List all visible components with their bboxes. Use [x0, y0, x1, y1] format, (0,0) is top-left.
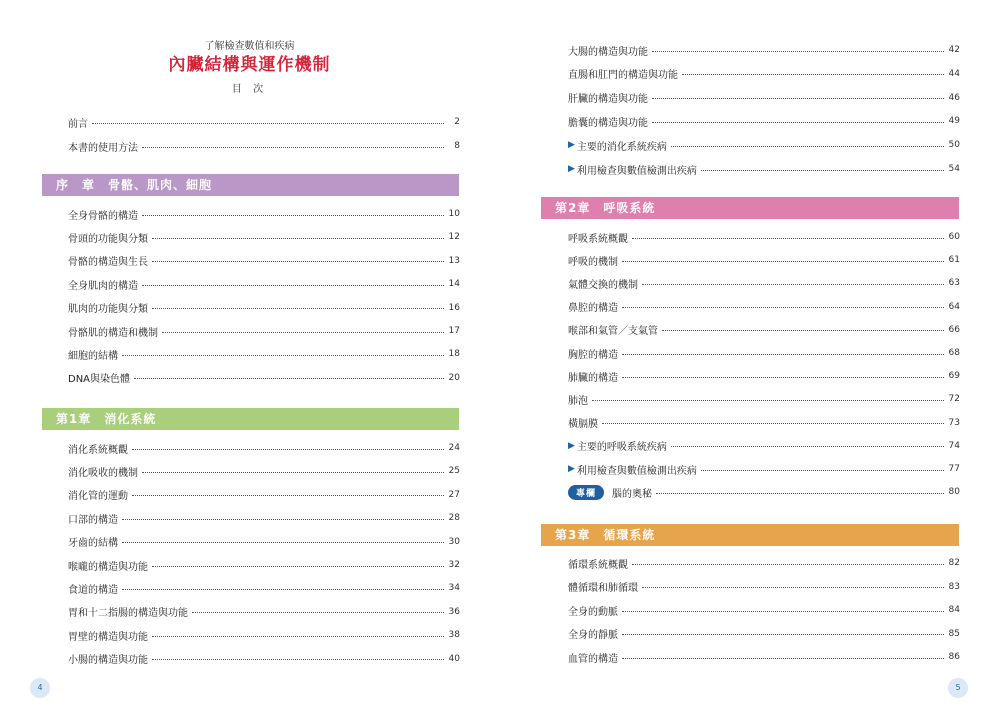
toc-entry-page: 14 [448, 279, 460, 290]
toc-entry[interactable] [68, 651, 460, 667]
toc-entry[interactable] [568, 275, 960, 291]
toc-entry[interactable] [68, 534, 460, 550]
dot-leader [592, 400, 944, 401]
toc-entry[interactable] [568, 391, 960, 407]
toc-entry-page: 72 [948, 394, 960, 405]
toc-entry[interactable] [568, 229, 960, 245]
toc-entry-page: 69 [948, 371, 960, 382]
dot-leader [142, 147, 444, 148]
dot-leader [642, 284, 944, 285]
toc-entry[interactable] [568, 555, 960, 571]
dot-leader [622, 307, 944, 308]
dot-leader [701, 170, 944, 171]
dot-leader [122, 519, 444, 520]
chapter-band-ch1: 第1章 消化系統 [42, 408, 459, 430]
toc-entry[interactable] [568, 345, 960, 361]
toc-entry[interactable] [68, 138, 460, 154]
toc-entry-page: 77 [948, 464, 960, 474]
toc-entry-label: 本書的使用方法 [68, 142, 138, 154]
dot-leader [142, 472, 444, 473]
toc-entry-page: 20 [448, 372, 460, 383]
toc-entry[interactable] [568, 368, 960, 384]
toc-heading: 目 次 [231, 84, 268, 95]
toc-entry-label: 大腸的構造與功能 [568, 46, 648, 58]
dot-leader [132, 495, 444, 496]
toc-entry[interactable] [68, 370, 460, 386]
left-page [0, 0, 499, 706]
dot-leader [602, 423, 944, 424]
toc-entry[interactable] [68, 440, 460, 456]
toc-entry[interactable] [68, 206, 460, 222]
dot-leader [652, 51, 944, 52]
toc-entry-label: 小腸的構造與功能 [68, 655, 148, 667]
toc-entry-label: 氣體交換的機制 [568, 279, 638, 291]
toc-entry[interactable] [568, 461, 960, 477]
dot-leader [152, 636, 444, 637]
dot-leader [152, 659, 444, 660]
dot-leader [671, 446, 944, 447]
dot-leader [142, 285, 444, 286]
toc-entry[interactable] [68, 463, 460, 479]
toc-entry-label: 呼吸系統概觀 [568, 233, 628, 245]
toc-entry-label: 前言 [68, 118, 88, 130]
toc-entry[interactable] [68, 580, 460, 596]
toc-entry-label: 全身肌肉的構造 [68, 280, 138, 292]
toc-entry-page: 74 [948, 440, 960, 451]
dot-leader [622, 377, 944, 378]
triangle-arrow-icon: ▶ [568, 164, 575, 174]
toc-entry[interactable] [568, 438, 960, 454]
toc-entry-page: 16 [448, 302, 460, 313]
toc-entry-label: 直腸和肛門的構造與功能 [568, 70, 678, 82]
toc-entry-page: 2 [454, 117, 460, 127]
toc-entry-page: 49 [948, 116, 960, 127]
toc-entry[interactable] [568, 322, 960, 338]
right-page [500, 0, 999, 706]
book-title: 內臟結構與運作機制 [168, 55, 331, 75]
toc-entry-label: 消化系統概觀 [68, 444, 128, 456]
toc-entry-label: 肌肉的功能與分類 [68, 304, 148, 316]
toc-entry-page: 54 [948, 164, 960, 174]
toc-entry-page: 85 [948, 628, 960, 639]
toc-entry[interactable] [68, 300, 460, 316]
toc-entry-page: 68 [948, 348, 960, 358]
toc-entry-page: 61 [948, 255, 960, 266]
toc-entry-page: 60 [948, 232, 960, 242]
toc-entry-page: 80 [948, 487, 960, 498]
toc-entry-page: 44 [948, 68, 960, 79]
toc-entry-label: 腦的奧秘 [612, 488, 653, 500]
dot-leader [682, 74, 944, 75]
dot-leader [622, 354, 944, 355]
dot-leader [152, 238, 444, 239]
toc-entry-page: 25 [448, 466, 460, 477]
toc-entry[interactable] [68, 229, 460, 245]
book-kicker: 了解檢查數值和疾病 [204, 41, 295, 52]
toc-entry-label: 主要的呼吸系統疾病 [576, 442, 667, 454]
toc-entry[interactable] [568, 42, 960, 58]
toc-entry-label: 體循環和肺循環 [568, 583, 638, 595]
toc-entry-page: 28 [448, 513, 460, 524]
page-number-right: 5 [948, 678, 968, 698]
toc-entry-page: 46 [948, 92, 960, 103]
toc-entry[interactable] [68, 487, 460, 503]
toc-entry[interactable] [568, 113, 960, 129]
toc-entry[interactable] [568, 90, 960, 106]
toc-entry[interactable] [568, 626, 960, 642]
dot-leader [662, 330, 944, 331]
toc-entry-label: 喉部和氣管／支氣管 [568, 326, 658, 338]
toc-entry-page: 38 [448, 630, 460, 641]
toc-entry-label: 牙齒的結構 [68, 538, 118, 550]
chapter-band-prologue: 序 章 骨骼、肌肉、細胞 [42, 174, 459, 196]
triangle-arrow-icon: ▶ [568, 464, 575, 474]
dot-leader [152, 566, 444, 567]
toc-entry-page: 42 [948, 45, 960, 55]
dot-leader [92, 123, 444, 124]
dot-leader [656, 493, 944, 494]
toc-entry[interactable] [568, 66, 960, 82]
dot-leader [632, 564, 944, 565]
toc-entry-label: 食道的構造 [68, 584, 118, 596]
toc-entry-page: 30 [448, 536, 460, 547]
toc-entry-page: 34 [448, 583, 460, 594]
toc-entry-label: 鼻腔的構造 [568, 303, 618, 315]
toc-entry[interactable] [568, 137, 960, 153]
toc-entry-label: 胸腔的構造 [568, 349, 618, 361]
toc-entry-label: 消化管的運動 [68, 491, 128, 503]
dot-leader [701, 470, 944, 471]
toc-entry-page: 10 [448, 209, 460, 219]
toc-entry-label: 血管的構造 [568, 653, 618, 665]
toc-entry-page: 63 [948, 278, 960, 289]
toc-entry-label: 全身的動脈 [568, 606, 618, 618]
toc-entry-page: 66 [948, 324, 960, 335]
toc-entry[interactable] [568, 299, 960, 315]
toc-entry-page: 86 [948, 652, 960, 663]
toc-entry-page: 50 [948, 140, 960, 151]
toc-entry-label: 呼吸的機制 [568, 256, 618, 268]
toc-entry-page: 83 [948, 581, 960, 592]
toc-entry[interactable] [568, 579, 960, 595]
toc-entry-label: 全身骨骼的構造 [68, 210, 138, 222]
toc-entry[interactable] [568, 161, 960, 177]
dot-leader [122, 542, 444, 543]
toc-entry-label: 細胞的結構 [68, 350, 118, 362]
dot-leader [142, 215, 444, 216]
toc-entry[interactable] [68, 557, 460, 573]
toc-entry-label: 喉嚨的構造與功能 [68, 561, 148, 573]
chapter-band-ch3: 第3章 循環系統 [541, 524, 959, 546]
triangle-arrow-icon: ▶ [568, 440, 575, 451]
toc-entry-page: 32 [448, 560, 460, 570]
toc-entry-page: 13 [448, 255, 460, 266]
dot-leader [632, 238, 944, 239]
dot-leader [622, 658, 944, 659]
toc-entry[interactable] [568, 484, 960, 500]
toc-entry-label: DNA與染色體 [68, 374, 131, 386]
dot-leader [622, 634, 944, 635]
toc-entry[interactable] [68, 114, 460, 130]
dot-leader [162, 332, 444, 333]
toc-entry-label: 骨骼肌的構造和機制 [68, 327, 158, 339]
toc-entry[interactable] [68, 627, 460, 643]
triangle-arrow-icon: ▶ [568, 140, 575, 151]
toc-entry-label: 消化吸收的機制 [68, 467, 138, 479]
toc-entry-label: 肺臟的構造 [568, 372, 618, 384]
toc-entry-label: 肺泡 [568, 395, 588, 407]
toc-entry[interactable] [568, 415, 960, 431]
toc-entry-label: 利用檢查與數值檢測出疾病 [576, 465, 697, 477]
dot-leader [652, 98, 944, 99]
toc-entry-page: 24 [448, 443, 460, 453]
toc-entry[interactable] [68, 604, 460, 620]
toc-entry-label: 骨骼的構造與生長 [68, 257, 148, 269]
toc-entry[interactable] [568, 252, 960, 268]
toc-entry[interactable] [68, 276, 460, 292]
page-number-left: 4 [30, 678, 50, 698]
toc-entry-label: 口部的構造 [68, 514, 118, 526]
toc-entry[interactable] [68, 323, 460, 339]
toc-entry[interactable] [68, 346, 460, 362]
toc-entry-page: 36 [448, 606, 460, 617]
toc-entry-label: 利用檢查與數值檢測出疾病 [576, 165, 697, 177]
dot-leader [152, 261, 444, 262]
toc-entry[interactable] [68, 510, 460, 526]
dot-leader [671, 146, 944, 147]
dot-leader [134, 378, 444, 379]
dot-leader [192, 612, 444, 613]
toc-entry-label: 全身的靜脈 [568, 630, 618, 642]
dot-leader [652, 122, 944, 123]
dot-leader [122, 589, 444, 590]
dot-leader [642, 587, 944, 588]
toc-entry-label: 循環系統概觀 [568, 559, 628, 571]
toc-entry-page: 8 [454, 141, 460, 151]
toc-entry-label: 胃和十二指腸的構造與功能 [68, 608, 188, 620]
toc-entry-label: 肝臟的構造與功能 [568, 94, 648, 106]
dot-leader [622, 261, 944, 262]
toc-entry-label: 骨頭的功能與分類 [68, 233, 148, 245]
dot-leader [152, 308, 444, 309]
toc-entry-page: 40 [448, 653, 460, 664]
toc-entry-page: 82 [948, 558, 960, 568]
toc-entry-page: 18 [448, 349, 460, 360]
toc-entry-label: 橫膈膜 [568, 419, 598, 431]
toc-entry-page: 17 [448, 326, 460, 336]
column-badge: 專欄 [568, 485, 604, 500]
toc-entry-page: 73 [948, 417, 960, 428]
toc-entry-page: 27 [448, 489, 460, 500]
chapter-band-ch2: 第2章 呼吸系統 [541, 197, 959, 219]
dot-leader [122, 355, 444, 356]
dot-leader [622, 611, 944, 612]
toc-entry-page: 64 [948, 301, 960, 312]
toc-entry-label: 主要的消化系統疾病 [576, 141, 667, 153]
toc-entry-label: 膽囊的構造與功能 [568, 117, 648, 129]
dot-leader [132, 449, 444, 450]
toc-entry-label: 胃壁的構造與功能 [68, 631, 148, 643]
toc-entry[interactable] [568, 649, 960, 665]
toc-entry[interactable] [568, 602, 960, 618]
toc-entry-page: 12 [448, 232, 460, 243]
toc-entry-page: 84 [948, 605, 960, 616]
toc-entry[interactable] [68, 253, 460, 269]
